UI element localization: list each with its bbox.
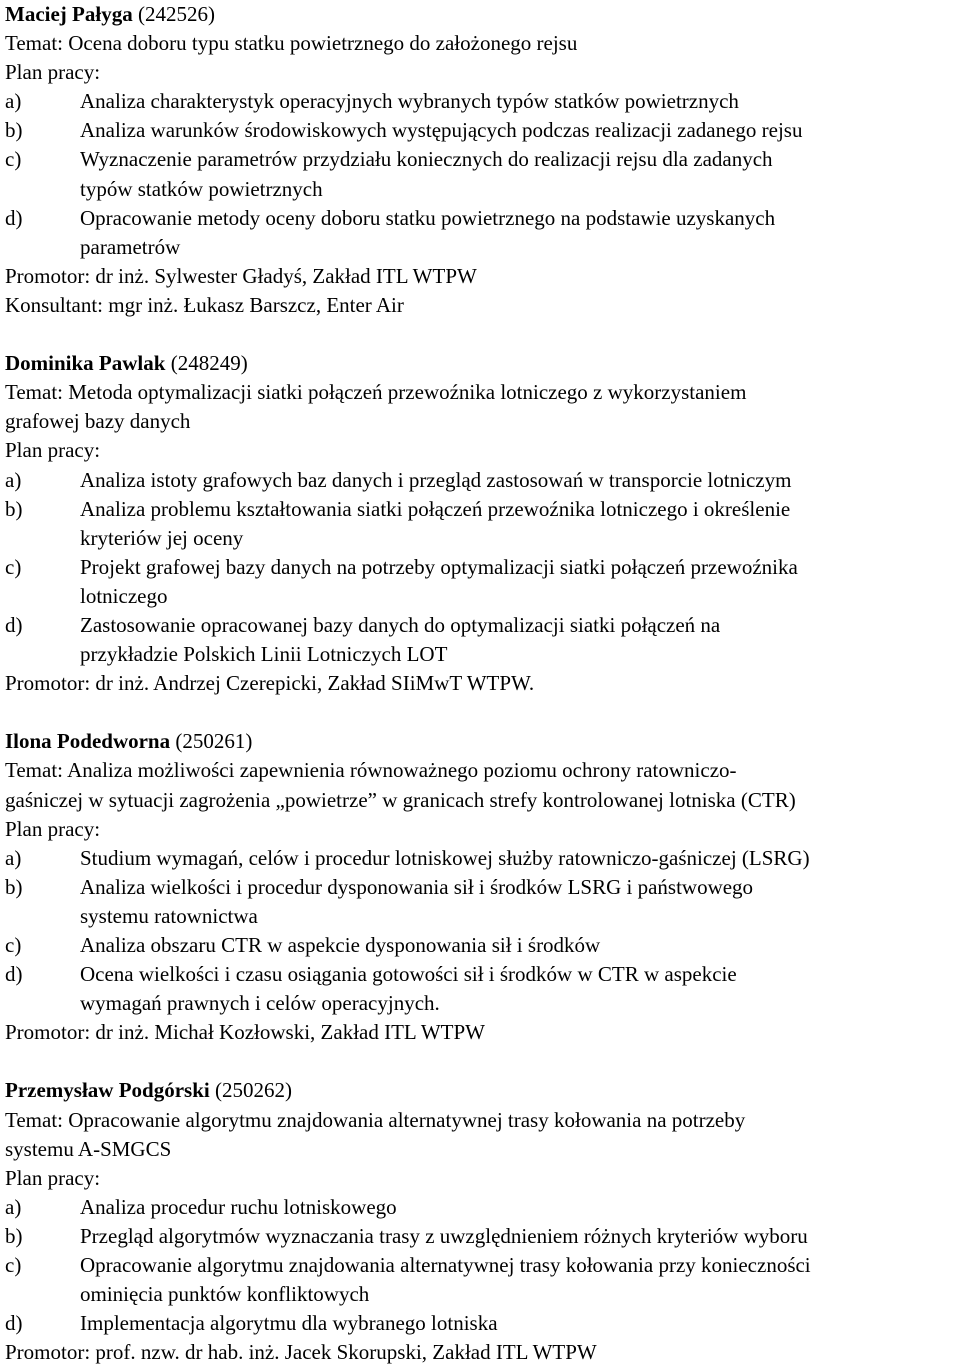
- plan-item-marker: b): [5, 1223, 23, 1248]
- plan-item-text: Projekt grafowej bazy danych na potrzeby optymalizacji siatki połączeń przewoźnika: [80, 554, 798, 579]
- plan-item-marker: d): [5, 1311, 23, 1336]
- plan-item-marker: a): [5, 1194, 22, 1219]
- plan-item: [5, 204, 960, 233]
- student-name: Przemysław Podgórski: [5, 1078, 210, 1103]
- plan-item-text: Analiza charakterystyk operacyjnych wybranych typów statków powietrznych: [80, 89, 739, 114]
- plan-item: [5, 960, 960, 989]
- topic-line: gaśniczej w sytuacji zagrożenia „powietrze” w granicach strefy kontrolowanej lotniska (CTR): [5, 787, 796, 812]
- plan-item: [5, 1193, 960, 1222]
- plan-item-continuation: przykładzie Polskich Linii Lotniczych LOT: [80, 642, 448, 667]
- plan-item: [5, 1222, 960, 1251]
- topic-line: grafowej bazy danych: [5, 409, 191, 434]
- plan-item: [5, 844, 960, 873]
- topic-line: Temat: Opracowanie algorytmu znajdowania alternatywnej trasy kołowania na potrzeby: [5, 1107, 746, 1132]
- student-name: Maciej Pałyga: [5, 2, 133, 26]
- plan-item-continuation: wymagań prawnych i celów operacyjnych.: [80, 991, 440, 1016]
- plan-item-text: Analiza wielkości i procedur dysponowania sił i środków LSRG i państwowego: [80, 874, 754, 899]
- plan-item: [5, 931, 960, 960]
- plan-label: Plan pracy:: [5, 1165, 101, 1190]
- plan-item-continuation: lotniczego: [80, 583, 168, 608]
- plan-label: Plan pracy:: [5, 60, 101, 85]
- plan-item: [5, 553, 960, 582]
- topic-line: systemu A-SMGCS: [5, 1136, 172, 1161]
- plan-item-continuation: typów statków powietrznych: [80, 176, 323, 201]
- plan-item-text: Implementacja algorytmu dla wybranego lotniska: [80, 1311, 498, 1336]
- plan-item-continuation: ominięcia punktów konfliktowych: [80, 1282, 370, 1307]
- topic-line: Temat: Ocena doboru typu statku powietrznego do założonego rejsu: [5, 31, 578, 56]
- plan-item-marker: a): [5, 845, 22, 870]
- entry-header: [5, 727, 960, 756]
- student-id: (250262): [214, 1078, 292, 1103]
- plan-item-text: Przegląd algorytmów wyznaczania trasy z uwzględnieniem różnych kryteriów wyboru: [80, 1223, 808, 1248]
- plan-item: [5, 1309, 960, 1338]
- plan-item-marker: d): [5, 962, 23, 987]
- plan-item-continuation: systemu ratownictwa: [80, 903, 258, 928]
- student-name: Dominika Pawlak: [5, 351, 166, 376]
- section-spacer: [5, 320, 960, 349]
- thesis-entry: [5, 0, 960, 320]
- promotor-line: Promotor: dr inż. Sylwester Gładyś, Zakład ITL WTPW: [5, 263, 477, 288]
- thesis-entry: [5, 349, 960, 698]
- plan-item: [5, 145, 960, 174]
- student-id: (242526): [137, 2, 215, 26]
- plan-item-marker: b): [5, 874, 23, 899]
- plan-label: Plan pracy:: [5, 816, 101, 841]
- plan-item-marker: c): [5, 1253, 22, 1278]
- entry-header: [5, 349, 960, 378]
- plan-item: [5, 1251, 960, 1280]
- topic-line: Temat: Metoda optymalizacji siatki połączeń przewoźnika lotniczego z wykorzystaniem: [5, 380, 747, 405]
- plan-item: [5, 116, 960, 145]
- plan-item: [5, 87, 960, 116]
- student-id: (248249): [170, 351, 248, 376]
- plan-item-marker: c): [5, 933, 22, 957]
- plan-item-marker: c): [5, 147, 22, 172]
- entry-header: [5, 0, 960, 29]
- plan-item-marker: c): [5, 554, 22, 579]
- plan-item-continuation: kryteriów jej oceny: [80, 525, 244, 550]
- plan-item-text: Wyznaczenie parametrów przydziału koniecznych do realizacji rejsu dla zadanych: [80, 147, 773, 172]
- plan-item-text: Ocena wielkości i czasu osiągania gotowości sił i środków w CTR w aspekcie: [80, 962, 737, 987]
- plan-item-marker: d): [5, 205, 23, 230]
- thesis-entry: [5, 1076, 960, 1367]
- plan-item-continuation: parametrów: [80, 234, 181, 259]
- entry-header: [5, 1076, 960, 1105]
- plan-label: Plan pracy:: [5, 438, 101, 463]
- plan-item-marker: d): [5, 612, 23, 637]
- thesis-entry: [5, 727, 960, 1047]
- konsultant-line: Konsultant: mgr inż. Łukasz Barszcz, Enter Air: [5, 292, 404, 317]
- plan-item: [5, 495, 960, 524]
- promotor-line: Promotor: dr inż. Michał Kozłowski, Zakład ITL WTPW: [5, 1020, 485, 1045]
- plan-item: [5, 873, 960, 902]
- plan-item-text: Analiza procedur ruchu lotniskowego: [80, 1194, 397, 1219]
- promotor-line: Promotor: prof. nzw. dr hab. inż. Jacek Skorupski, Zakład ITL WTPW: [5, 1340, 597, 1365]
- plan-item-text: Analiza obszaru CTR w aspekcie dysponowania sił i środków: [80, 933, 601, 957]
- section-spacer: [5, 698, 960, 727]
- topic-line: Temat: Analiza możliwości zapewnienia równoważnego poziomu ochrony ratowniczo-: [5, 758, 737, 783]
- plan-item-marker: a): [5, 89, 22, 114]
- plan-item: [5, 466, 960, 495]
- plan-item-marker: a): [5, 467, 22, 492]
- plan-item-text: Studium wymagań, celów i procedur lotniskowej służby ratowniczo-gaśniczej (LSRG): [80, 845, 810, 870]
- plan-item-text: Opracowanie metody oceny doboru statku powietrznego na podstawie uzyskanych: [80, 205, 776, 230]
- plan-item-text: Analiza istoty grafowych baz danych i przegląd zastosowań w transporcie lotniczym: [80, 467, 792, 492]
- document-page: [5, 0, 960, 1367]
- plan-item-text: Analiza warunków środowiskowych występujących podczas realizacji zadanego rejsu: [80, 118, 803, 143]
- plan-item-text: Zastosowanie opracowanej bazy danych do optymalizacji siatki połączeń na: [80, 612, 721, 637]
- student-id: (250261): [175, 729, 253, 754]
- plan-item: [5, 611, 960, 640]
- section-spacer: [5, 1047, 960, 1076]
- plan-item-marker: b): [5, 118, 23, 143]
- plan-item-text: Analiza problemu kształtowania siatki połączeń przewoźnika lotniczego i określenie: [80, 496, 791, 521]
- plan-item-text: Opracowanie algorytmu znajdowania alternatywnej trasy kołowania przy konieczności: [80, 1253, 811, 1278]
- promotor-line: Promotor: dr inż. Andrzej Czerepicki, Zakład SIiMwT WTPW.: [5, 671, 535, 696]
- plan-item-marker: b): [5, 496, 23, 521]
- student-name: Ilona Podedworna: [5, 729, 171, 754]
